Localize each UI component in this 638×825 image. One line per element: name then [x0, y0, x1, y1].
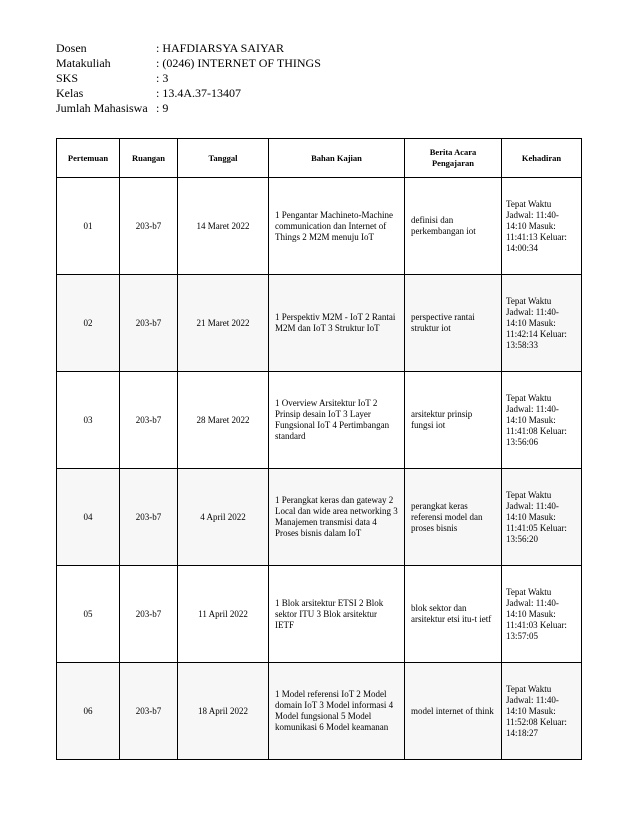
- cell-bahan-kajian: 1 Model referensi IoT 2 Model domain IoT 3 Model informasi 4 Model fungsional 5 Model komunikasi 6 Model keamanan: [269, 663, 405, 760]
- cell-bahan-kajian: 1 Pengantar Machineto-Machine communication dan Internet of Things 2 M2M menuju IoT: [269, 178, 405, 275]
- course-info-header: [56, 41, 321, 116]
- cell-ruangan: 203-b7: [120, 469, 178, 566]
- header-tanggal: Tanggal: [178, 139, 269, 178]
- matakuliah-value: : (0246) INTERNET OF THINGS: [156, 56, 321, 70]
- header-bahan-kajian: Bahan Kajian: [269, 139, 405, 178]
- cell-bahan-kajian: 1 Perangkat keras dan gateway 2 Local dan wide area networking 3 Manajemen transmisi data 4 Proses bisnis dalam IoT: [269, 469, 405, 566]
- cell-ruangan: 203-b7: [120, 372, 178, 469]
- header-pertemuan: Pertemuan: [57, 139, 120, 178]
- cell-kehadiran: Tepat Waktu Jadwal: 11:40-14:10 Masuk: 11:41:03 Keluar: 13:57:05: [502, 566, 582, 663]
- sks-value: : 3: [156, 71, 169, 85]
- cell-tanggal: 28 Maret 2022: [178, 372, 269, 469]
- matakuliah-label: Matakuliah: [56, 56, 111, 70]
- cell-ruangan: 203-b7: [120, 275, 178, 372]
- cell-pertemuan: 04: [57, 469, 120, 566]
- kelas-row: [56, 86, 321, 101]
- cell-pertemuan: 05: [57, 566, 120, 663]
- cell-pertemuan: 01: [57, 178, 120, 275]
- cell-kehadiran: Tepat Waktu Jadwal: 11:40-14:10 Masuk: 11:41:13 Keluar: 14:00:34: [502, 178, 582, 275]
- header-berita-acara: Berita Acara Pengajaran: [405, 139, 502, 178]
- cell-berita-acara: blok sektor dan arsitektur etsi itu-t ietf: [405, 566, 502, 663]
- cell-berita-acara: model internet of think: [405, 663, 502, 760]
- cell-kehadiran: Tepat Waktu Jadwal: 11:40-14:10 Masuk: 11:41:08 Keluar: 13:56:06: [502, 372, 582, 469]
- header-ruangan: Ruangan: [120, 139, 178, 178]
- cell-berita-acara: perangkat keras referensi model dan proses bisnis: [405, 469, 502, 566]
- jumlah-mahasiswa-row: [56, 101, 321, 116]
- table-row: [57, 178, 582, 275]
- cell-kehadiran: Tepat Waktu Jadwal: 11:40-14:10 Masuk: 11:52:08 Keluar: 14:18:27: [502, 663, 582, 760]
- attendance-table: [56, 138, 582, 760]
- cell-kehadiran: Tepat Waktu Jadwal: 11:40-14:10 Masuk: 11:41:05 Keluar: 13:56:20: [502, 469, 582, 566]
- kelas-label: Kelas: [56, 86, 84, 100]
- cell-tanggal: 11 April 2022: [178, 566, 269, 663]
- cell-kehadiran: Tepat Waktu Jadwal: 11:40-14:10 Masuk: 11:42:14 Keluar: 13:58:33: [502, 275, 582, 372]
- matakuliah-row: [56, 56, 321, 71]
- cell-berita-acara: perspective rantai struktur iot: [405, 275, 502, 372]
- dosen-label: Dosen: [56, 41, 87, 55]
- cell-pertemuan: 03: [57, 372, 120, 469]
- sks-row: [56, 71, 321, 86]
- cell-tanggal: 21 Maret 2022: [178, 275, 269, 372]
- cell-bahan-kajian: 1 Perspektiv M2M - IoT 2 Rantai M2M dan IoT 3 Struktur IoT: [269, 275, 405, 372]
- kelas-value: : 13.4A.37-13407: [156, 86, 241, 100]
- cell-ruangan: 203-b7: [120, 663, 178, 760]
- table-row: [57, 663, 582, 760]
- cell-pertemuan: 06: [57, 663, 120, 760]
- header-kehadiran: Kehadiran: [502, 139, 582, 178]
- dosen-row: [56, 41, 321, 56]
- cell-tanggal: 18 April 2022: [178, 663, 269, 760]
- cell-berita-acara: arsitektur prinsip fungsi iot: [405, 372, 502, 469]
- table-row: [57, 275, 582, 372]
- dosen-value: : HAFDIARSYA SAIYAR: [156, 41, 285, 55]
- table-row: [57, 566, 582, 663]
- cell-bahan-kajian: 1 Overview Arsitektur IoT 2 Prinsip desain IoT 3 Layer Fungsional IoT 4 Pertimbangan standard: [269, 372, 405, 469]
- cell-ruangan: 203-b7: [120, 178, 178, 275]
- table-row: [57, 469, 582, 566]
- jumlah-mahasiswa-value: : 9: [156, 101, 169, 115]
- jumlah-mahasiswa-label: Jumlah Mahasiswa: [56, 101, 148, 115]
- cell-tanggal: 4 April 2022: [178, 469, 269, 566]
- table-header-row: [57, 139, 582, 178]
- cell-pertemuan: 02: [57, 275, 120, 372]
- table-row: [57, 372, 582, 469]
- sks-label: SKS: [56, 71, 79, 85]
- cell-bahan-kajian: 1 Blok arsitektur ETSI 2 Blok sektor ITU 3 Blok arsitektur IETF: [269, 566, 405, 663]
- cell-berita-acara: definisi dan perkembangan iot: [405, 178, 502, 275]
- cell-tanggal: 14 Maret 2022: [178, 178, 269, 275]
- cell-ruangan: 203-b7: [120, 566, 178, 663]
